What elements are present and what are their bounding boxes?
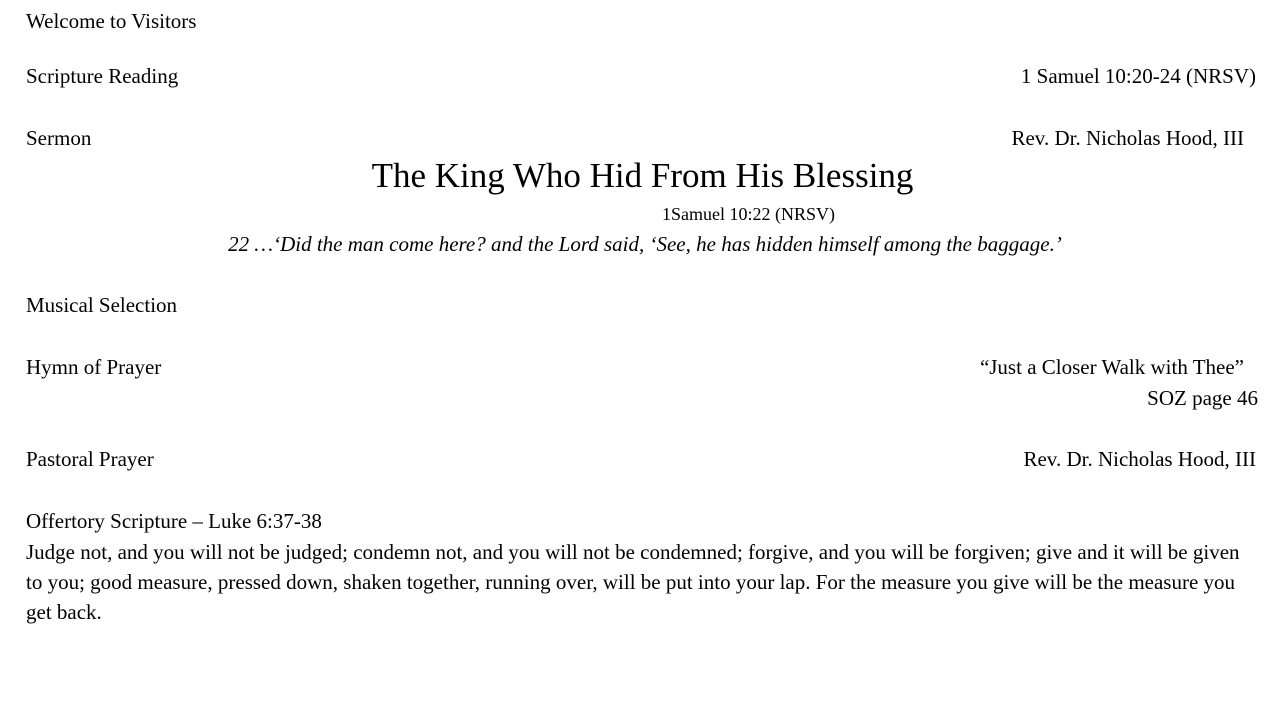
scripture-reading-label: Scripture Reading [26, 64, 179, 88]
scripture-reading-row [26, 63, 1256, 89]
offertory-text: Judge not, and you will not be judged; condemn not, and you will not be condemned; forgive, and you will be forgiven; give and it will be given to you; good measure, pressed down, shaken together, running over, will be put into your lap. For the measure you give will be the measure you get back. [26, 540, 1240, 624]
pastoral-prayer-leader: Rev. Dr. Nicholas Hood, III [1023, 447, 1256, 471]
offertory-heading-line [26, 508, 1258, 534]
sermon-verse: 22 …‘Did the man come here? and the Lord said, ‘See, he has hidden himself among the baggage.’ [228, 232, 1062, 256]
sermon-row [26, 125, 1244, 151]
pastoral-prayer-row [26, 446, 1256, 472]
hymn-of-prayer-label: Hymn of Prayer [26, 355, 162, 379]
hymn-of-prayer-row [26, 354, 1244, 380]
sermon-reference: 1Samuel 10:22 (NRSV) [662, 204, 835, 224]
sermon-label: Sermon [26, 126, 92, 150]
hymn-title: “Just a Closer Walk with Thee” [979, 355, 1244, 379]
hymn-page-line [26, 385, 1258, 411]
pastoral-prayer-label: Pastoral Prayer [26, 447, 154, 471]
musical-selection-line [26, 292, 1258, 318]
sermon-preacher: Rev. Dr. Nicholas Hood, III [1011, 126, 1244, 150]
sermon-title: The King Who Hid From His Blessing [371, 156, 914, 195]
welcome-text: Welcome to Visitors [26, 9, 197, 33]
offertory-heading: Offertory Scripture – Luke 6:37-38 [26, 509, 322, 533]
musical-selection-label: Musical Selection [26, 293, 178, 317]
welcome-line [26, 8, 1258, 34]
scripture-reading-reference: 1 Samuel 10:20-24 (NRSV) [1020, 64, 1256, 88]
hymn-page: SOZ page 46 [1147, 386, 1258, 410]
